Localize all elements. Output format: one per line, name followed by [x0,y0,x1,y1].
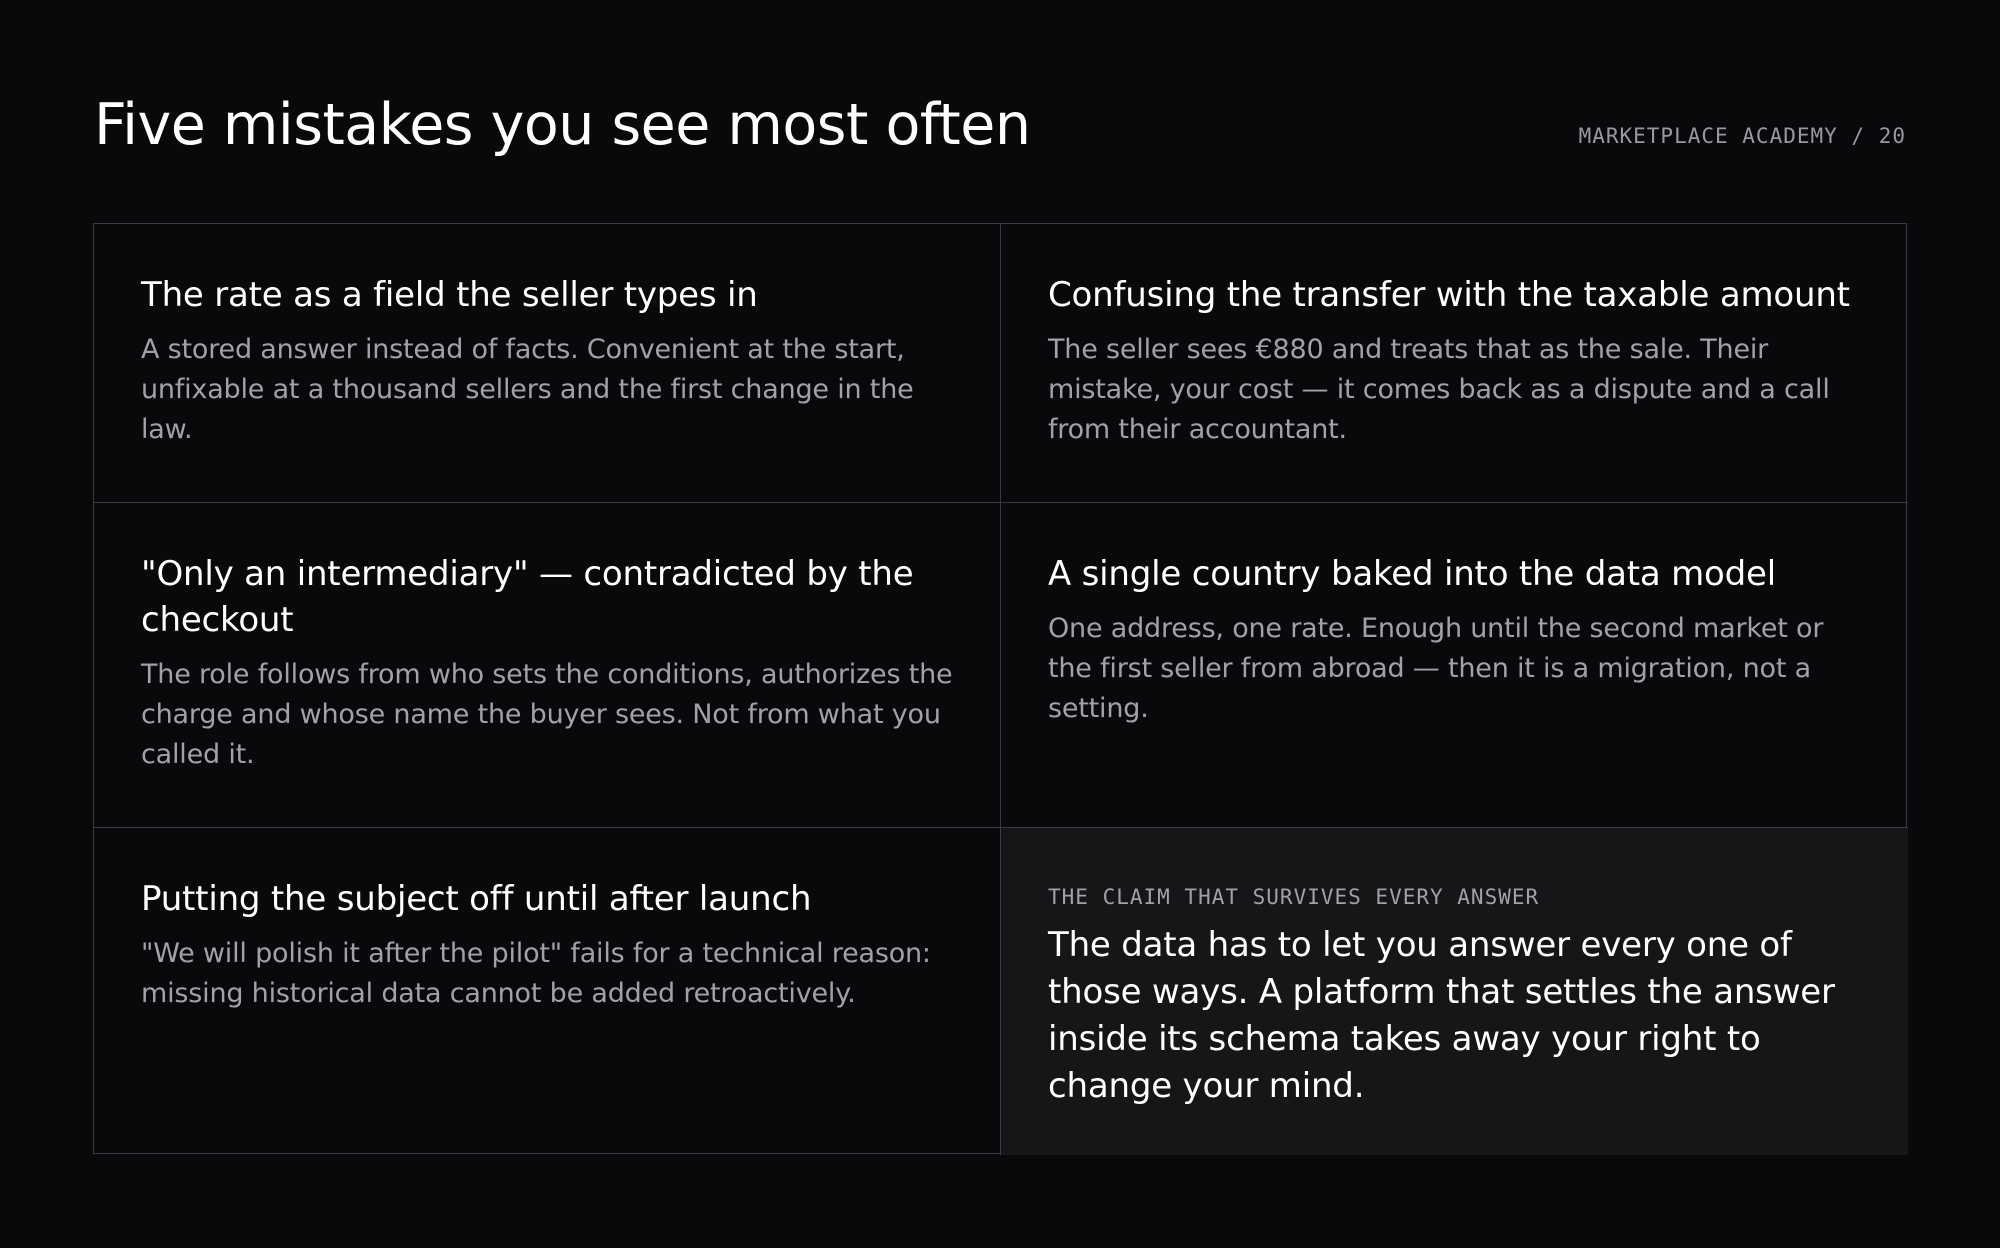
slide-meta: MARKETPLACE ACADEMY / 20 [1578,124,1906,148]
card-body: A stored answer instead of facts. Convenient at the start, unfixable at a thousand sellers and the first change in the law. [141,334,914,445]
card-title: "Only an intermediary" — contradicted by the checkout [141,554,914,640]
card-body: The seller sees €880 and treats that as the sale. Their mistake, your cost — it comes back as a dispute and a call from their accountant. [1048,334,1830,445]
mistake-card [94,503,1001,828]
card-body: One address, one rate. Enough until the second market or the first seller from abroad — then it is a migration, not a setting. [1048,613,1824,724]
card-body: "We will polish it after the pilot" fails for a technical reason: missing historical data cannot be added retroactively. [141,938,931,1009]
mistake-card [1001,503,1908,828]
mistake-card [1001,224,1908,503]
card-title: Putting the subject off until after launch [141,879,812,919]
claim-kicker: THE CLAIM THAT SURVIVES EVERY ANSWER [1048,885,1540,909]
card-title: The rate as a field the seller types in [141,275,758,315]
mistakes-grid [93,223,1907,1154]
claim-text: The data has to let you answer every one of those ways. A platform that settles the answer inside its schema takes away your right to change your mind. [1048,925,1835,1106]
claim-card [1001,828,1908,1155]
page-title: Five mistakes you see most often [94,92,1031,158]
mistake-card [94,224,1001,503]
mistake-card [94,828,1001,1155]
card-title: Confusing the transfer with the taxable amount [1048,275,1850,315]
card-title: A single country baked into the data model [1048,554,1776,594]
card-body: The role follows from who sets the conditions, authorizes the charge and whose name the buyer sees. Not from what you called it. [141,659,953,770]
